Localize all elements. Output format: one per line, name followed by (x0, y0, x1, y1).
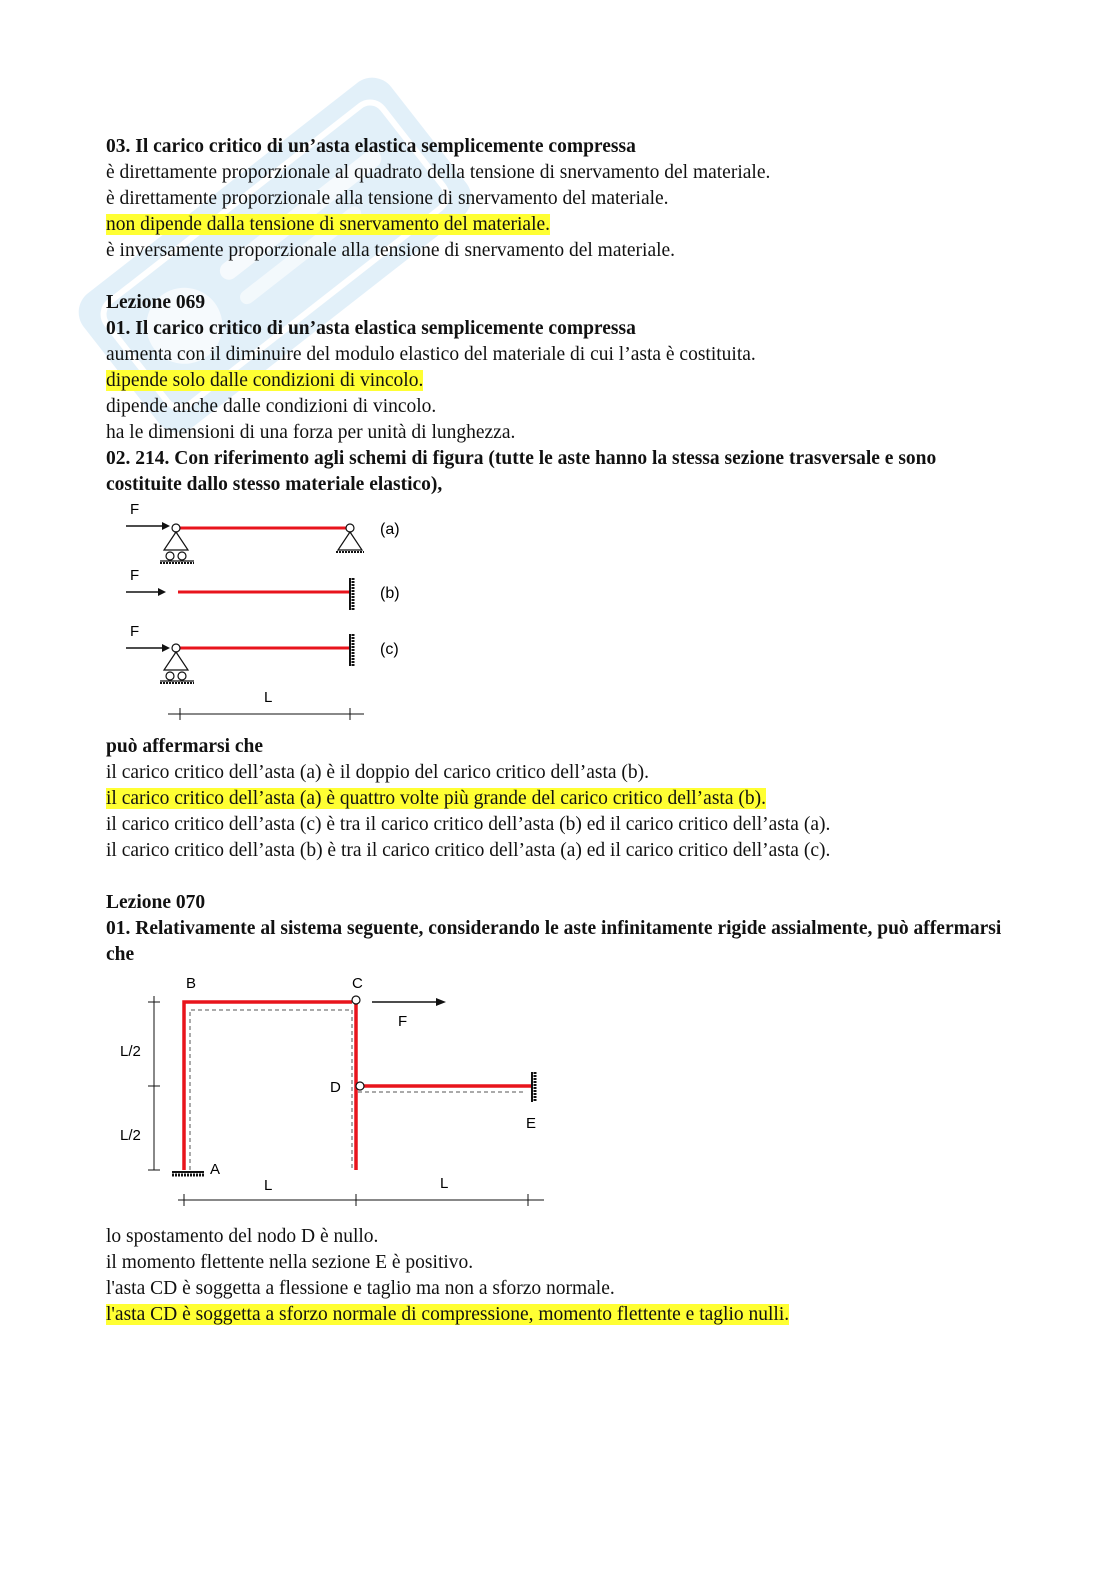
document-content (106, 134, 1006, 1328)
force-arrowhead-b (158, 588, 166, 596)
hinge-d (356, 1082, 364, 1090)
question-title: 01. Il carico critico di un’asta elastica semplicemente compressa (106, 318, 636, 339)
answer-option-correct: dipende solo dalle condizioni di vincolo. (106, 370, 424, 391)
force-arrowhead (436, 998, 446, 1006)
label-c: (c) (380, 641, 399, 658)
answer-option: il momento flettente nella sezione E è positivo. (106, 1252, 474, 1273)
span-right-label: L (440, 1175, 449, 1192)
hinge-left-a (172, 524, 180, 532)
answer-option: il carico critico dell’asta (c) è tra il carico critico dell’asta (b) ed il carico critico dell’asta (a). (106, 814, 831, 835)
force-label-a: F (130, 501, 140, 518)
label-b: (b) (380, 585, 400, 602)
node-b-label: B (186, 975, 197, 992)
answer-option: è direttamente proporzionale alla tensione di snervamento del materiale. (106, 188, 669, 209)
dimension-half-bottom: L/2 (120, 1127, 141, 1144)
node-e-label: E (526, 1115, 537, 1132)
answer-option: ha le dimensioni di una forza per unità di lunghezza. (106, 422, 516, 443)
hinge-right-a (346, 524, 354, 532)
answer-option: è direttamente proporzionale al quadrato della tensione di snervamento del materiale. (106, 162, 771, 183)
question-title: 02. 214. Con riferimento agli schemi di figura (tutte le aste hanno la stessa sezione trasversale e sono costituite dallo stesso materiale elastico), (106, 448, 937, 495)
node-c-label: C (352, 975, 363, 992)
answer-option: l'asta CD è soggetta a flessione e taglio ma non a sforzo normale. (106, 1278, 615, 1299)
roller-support-a (164, 532, 188, 550)
lesson-heading: Lezione 070 (106, 892, 206, 913)
answer-option: lo spostamento del nodo D è nullo. (106, 1226, 379, 1247)
question-title: 03. Il carico critico di un’asta elastica semplicemente compressa (106, 136, 636, 157)
roller-support-c (164, 652, 188, 670)
question-stem: può affermarsi che (106, 736, 264, 757)
lesson-heading: Lezione 069 (106, 292, 206, 313)
label-a: (a) (380, 521, 400, 538)
force-arrowhead-c (162, 644, 170, 652)
answer-option: è inversamente proporzionale alla tensione di snervamento del materiale. (106, 240, 676, 261)
force-arrowhead-a (162, 522, 170, 530)
answer-option: aumenta con il diminuire del modulo elastico del materiale di cui l’asta è costituita. (106, 344, 756, 365)
length-label: L (264, 689, 273, 706)
span-left-label: L (264, 1177, 273, 1194)
answer-option-correct: l'asta CD è soggetta a sforzo normale di compressione, momento flettente e taglio nulli. (106, 1304, 790, 1325)
buckling-schemes-figure (114, 500, 414, 726)
hinge-left-c (172, 644, 180, 652)
answer-option: il carico critico dell’asta (b) è tra il carico critico dell’asta (a) ed il carico critico dell’asta (c). (106, 840, 831, 861)
force-label-b: F (130, 567, 140, 584)
node-d-label: D (330, 1079, 341, 1096)
answer-option: dipende anche dalle condizioni di vincolo. (106, 396, 437, 417)
hinge-c (352, 996, 360, 1004)
answer-option-correct: il carico critico dell’asta (a) è quattro volte più grande del carico critico dell’asta (b). (106, 788, 766, 809)
answer-option-correct: non dipende dalla tensione di snervamento del materiale. (106, 214, 551, 235)
frame-system-figure (114, 974, 554, 1214)
member-abc (184, 1002, 352, 1170)
dashed-frame-outline (190, 1010, 352, 1170)
force-label: F (398, 1013, 408, 1030)
dimension-half-top: L/2 (120, 1043, 141, 1060)
question-title: 01. Relativamente al sistema seguente, considerando le aste infinitamente rigide assialmente, può affermarsi che (106, 918, 1002, 965)
answer-option: il carico critico dell’asta (a) è il doppio del carico critico dell’asta (b). (106, 762, 650, 783)
node-a-label: A (210, 1161, 221, 1178)
pin-support-a (338, 532, 362, 550)
force-label-c: F (130, 623, 140, 640)
